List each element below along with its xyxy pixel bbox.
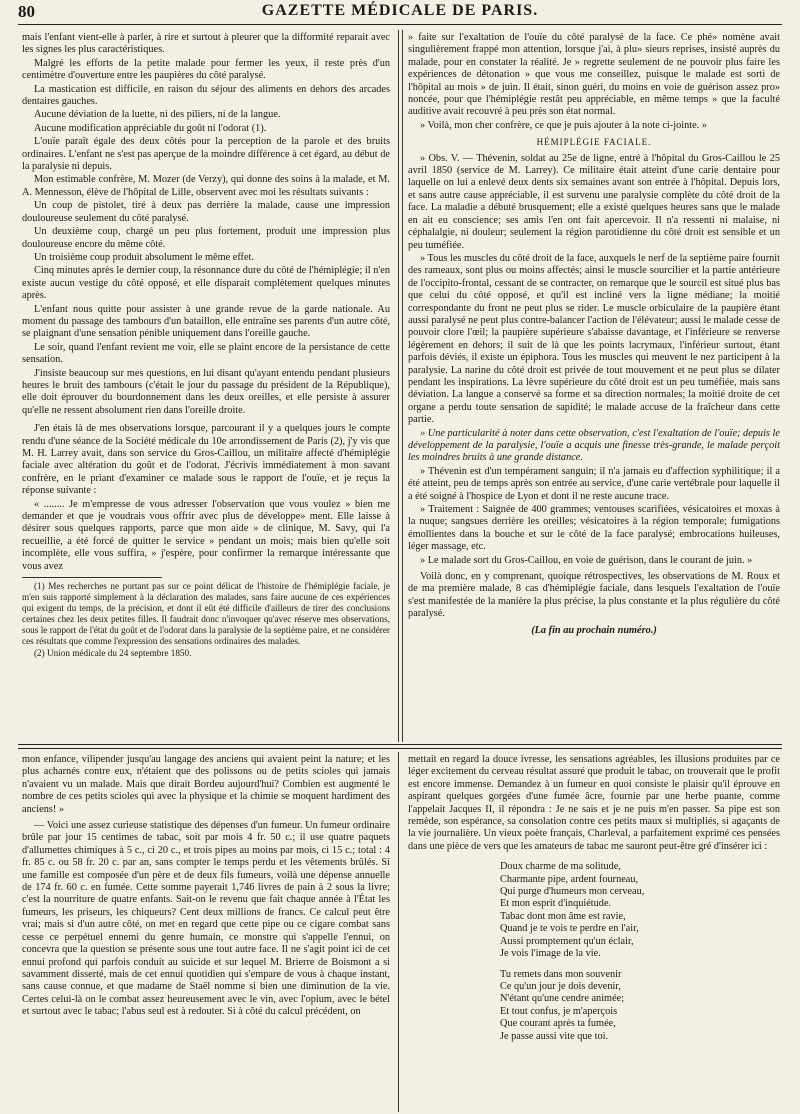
paragraph: — Voici une assez curieuse statistique des dépenses d'un fumeur. Un fumeur ordinaire brûle par jour 15 centimes de tabac, soit par mois 4 fr. 50 c.; il use quatre paquets d'allumettes chimiques à 5 c., ci 20 c., et trois pipes au moins par mois, ci 15 c.; total : 4 fr. 85 c. ou 58 fr. 20 c. par an, sans compter le temps perdu et les vêtements brûlés. Si une famille est composée d'un père et de deux fils fumeurs, voilà une dépense annuelle de 174 fr. 60 c. en fumée. Cette somme payerait 1,746 livres de pain à 2 sous la livre; c'est la nourriture de quatre enfants. Sait-on le revenu que fait chaque année à l'État les fumeurs, les priseurs, les chiqueurs? Cent deux millions de francs. Ce calcul peut être vrai; mais si d'un autre côté, on met en regard que cette pipe ou ce cigare combat sans cesse ce perpétuel ennemi du genre humain, ce monstre qui s'appelle l'ennui, on concevra que la question se présente sous une tout autre face. Il ne s'agit point ici de cet ennui profond qui parfois conduit au suicide et sur lequel M. Brierre de Boismont a si savamment disserté, mais de cet ennui quotidien qui s'empare de vous à chaque instant, sans cause connue, et que madame de Staël nomme si bien une diminution de la vie. Certes celui-là on le combat assez heureusement avec le vin, avec l'opium, avec le bétel et surtout avec le tabac; l'abus seul est à redouter. Si à côté du calcul précédent, on [22,820,390,1018]
paragraph: J'insiste beaucoup sur mes questions, en lui disant qu'ayant entendu pendant plusieurs heures le bruit des tambours (c'était le jour du passage du président de la République), elle doit éprouver du bourdonnement dans les deux oreilles, et elle persiste à assurer qu'elle ne ressent absolument rien dans l'oreille droite. [22,367,390,416]
poem-line: Tu remets dans mon souvenir [500,968,622,980]
paragraph: Aucune déviation de la luette, ni des piliers, ni de la langue. [34,109,281,121]
column-divider [398,752,399,1112]
poem-stanza [500,861,780,960]
column-divider [402,30,403,742]
poem-stanza [500,969,780,1043]
page-header [18,2,782,25]
paragraph: Aucune modification appréciable du goût ni l'odorat (1). [34,122,267,134]
poem-line: Et tout confus, je m'aperçois [500,1005,618,1017]
column-divider [398,30,399,742]
poem-line: Aussi promptement qu'un éclair, [500,935,634,947]
feuilleton-right-column [408,754,780,1110]
quoted-letter: « ........ Je m'empresse de vous adresser l'observation que vous voulez » bien me demander et que je voudrais vous offrir avec plus de développe» ment. Elle laisse à désirer sous quelques rapports, parce que mon aide » de clinique, M. Savy, qui l'a recueillie, a été forcé de quitter le service » pendant un mois; mais bien qu'elle soit incomplète, elle vous suffira, » j'espère, pour confirmer la remarque intéressante que vous avez [22,498,390,572]
paragraph: » Une particularité à noter dans cette observation, c'est l'exaltation de l'ouïe; depuis le développement de la paralysie, l'ouïe a acquis une finesse très-grande, le malade perçoit les moindres bruits à une grande distance. [408,427,780,464]
paragraph: » Thévenin est d'un tempérament sanguin; il n'a jamais eu d'affection syphilitique; il a été atteint, peu de temps après son entrée au service, d'une carie vertébrale pour laquelle il a été soigné à l'hospice de Lyon et dont il ne reste aucune trace. [408,465,780,502]
poem-line: Je passe aussi vite que toi. [500,1030,609,1042]
paragraph: Cinq minutes après le dernier coup, la résonnance dure du côté de l'hémiplégie; il n'en existe aucun vestige du côté opposé, et elle disparait complètement quelques minutes après. [22,265,390,302]
poem-line: Doux charme de ma solitude, [500,861,621,873]
footnote-divider [22,577,162,578]
poem-line: Tabac dont mon âme est ravie, [500,910,626,922]
poem-line: Que courant après ta fumée, [500,1018,616,1030]
paragraph: L'ouïe paraît égale des deux côtés pour la perception de la parole et des bruits ordinaires. L'enfant ne s'est pas aperçue de la moindre différence à cet égard, au début de la paralysie ni depuis. [22,136,390,173]
poem-line: Ce qu'un jour je dois devenir, [500,980,621,992]
paragraph: Un troisième coup produit absolument le même effet. [34,251,254,263]
poem-line: Et mon esprit d'inquiétude. [500,898,612,910]
poem-line: Charmante pipe, ardent fourneau, [500,873,639,885]
paragraph: J'en étais là de mes observations lorsque, parcourant il y a quelques jours le compte rendu d'une séance de la Société médicale du 10e arrondissement de Paris (2), j'y vis que M. H. Larrey avait, dans son service du Gros-Caillou, un militaire affecté d'hémiplégie faciale avec altération du goût et de l'odorat. J'écrivis immédiatement à mon savant confrère, en le priant d'examiner ce malade sous le rapport de l'ouïe, et je reçus la réponse suivante : [22,423,390,497]
paragraph: » Traitement : Saignée de 400 grammes; ventouses scarifiées, vésicatoires et moxas à la nuque; sangsues derrière les oreilles; vésicatoires à la région temporale; fumigations émollientes dans la bouche et sur le côté de la face paralysé; embrocations huileuses, léger massage, etc. [408,504,780,553]
quoted-letter: » faite sur l'exaltation de l'ouïe du côté paralysé de la face. Ce phé» nomène avait singulièrement frappé mon attention, lorsque j'ai, à plu» sieurs reprises, insisté auprès du malade, pour en constater la réalité. Je » regrette seulement de ne pouvoir plus faire les expériences de détonation » que vous me conseillez, puisque le malade est sorti de l'hôpital au mois » de juin. Il était, sinon guéri, du moins en voie de guérison assez pro» noncée, pour que l'hémiplégie restât peu appréciable, en même temps » que la faculté auditive avait recouvré à peu près son état normal. [408,32,780,118]
right-column [408,32,780,732]
section-title: HÉMIPLÉGIE FACIALE. [536,137,652,148]
poem-line: Quand je te vois te perdre en l'air, [500,923,639,935]
paragraph: Un coup de pistolet, tiré à deux pas derrière la malade, cause une impression douloureuse seulement du côté paralysé. [22,200,390,224]
paragraph: La mastication est difficile, en raison du séjour des aliments en dehors des arcades dentaires gauches. [22,83,390,108]
footnote: (1) Mes recherches ne portant pas sur ce point délicat de l'histoire de l'hémiplégie faciale, je m'en suis rapporté simplement à la déclaration des malades, sans faire aucune de ces expériences qui exigent du temps, de la précision, et dont il eût été difficile d'ailleurs de tirer des conclusions certaines chez les deux petites filles. Il faudrait donc n'invoquer qu'avec réserve mes observations, sous le rapport de l'état du goût et de l'odorat dans la paralysie de la septième paire, et ne considérer ces résultats que comme l'expression des sensations ordinaires des malades. [22,581,390,647]
poem-line: N'étant qu'une cendre animée; [500,993,625,1005]
page-number: 80 [18,2,35,21]
paragraph: mettait en regard la douce ivresse, les sensations agréables, les illusions produites par ce léger excitement du cerveau résultat assuré que produit le tabac, on trouverait que le profit est encore immense. Demandez à un fumeur en quoi consiste le plaisir qu'il éprouve en aspirant quelques gorgées d'une fumée âcre, fournie par une herbe puante, comme l'appelait Jacques II, il répondra : Je ne sais et je ne puis m'en passer. Sa pipe est son remède, son espérance, sa consolation contre ces petits maux si multipliés, si agaçants de la vie journalière. Un vieux poète français, Charleval, a parfaitement exprimé ces pensées dans une pièce de vers que les amateurs de tabac me sauront peut-être gré d'insérer ici : [408,754,780,852]
paragraph: L'enfant nous quitte pour assister à une grande revue de la garde nationale. Au moment du passage des tambours d'un bataillon, elle entraîne ses parents d'un autre côté, se plaignant d'une sensation pénible uniquement dans l'oreille gauche. [22,303,390,340]
paragraph: Un deuxième coup, chargé un peu plus fortement, produit une impression plus douloureuse encore du même côté. [22,226,390,250]
poem-line: Qui purge d'humeurs mon cerveau, [500,886,645,898]
paragraph: » Tous les muscles du côté droit de la face, auxquels le nerf de la septième paire fournit des rameaux, sont plus ou moins affectés; ainsi le muscle sourcilier et la partie antérieure de l'occipito-frontal, cessant de se contracter, on remarque que le sourcil est situé plus bas que celui du côté opposé, et qu'il est incliné vers la ligne médiane; la moitié correspondante du front ne peut plus se rider. Le muscle orbiculaire de la paupière étant aussi paralysé ne peut plus contre-balancer l'action de l'élévateur; aussi le malade cesse de pouvoir clore l'œil; la paupière supérieure s'abaisse davantage, et l'inférieure se renverse légèrement en dehors; il suit de là que les points lacrymaux, l'inférieur surtout, étant parfois déviés, il existe un épiphora. Tous les muscles qui meuvent le nez participent à la paralysie. La narine du côté droit est privée de tout mouvement et ne peut plus se dilater pendant les inspirations. La lèvre supérieure du côté droit est un peu tuméfiée, mais sans déviation. La langue a conservé sa forme et sa direction normales; la moitié droite de cet organe a perdu toute sensation de sapidité; le malade accuse de la fraîcheur dans cette partie. [408,252,780,426]
poem-line: Je vois l'image de la vie. [500,948,601,960]
paragraph: » Le malade sort du Gros-Caillou, en voie de guérison, dans le courant de juin. » [420,554,753,566]
footnote: (2) Union médicale du 24 septembre 1850. [34,648,192,659]
paragraph: » Voilà, mon cher confrère, ce que je puis ajouter à la note ci-jointe. » [420,119,707,131]
paragraph: Malgré les efforts de la petite malade pour fermer les yeux, il reste près d'un centimètre d'ouverture entre les paupières du côté paralysé. [22,57,390,82]
journal-title: GAZETTE MÉDICALE DE PARIS. [261,2,539,19]
paragraph: Voilà donc, en y comprenant, quoique rétrospectives, les observations de M. Roux et de ma première malade, 8 cas d'hémiplégie faciale, dans lesquels l'exaltation de l'ouïe s'est manifestée de la manière la plus précise, la plus constante et la plus régulière du côté paralysé. [408,571,780,620]
feuilleton-divider [18,744,782,745]
continuation-note: (La fin au prochain numéro.) [531,624,657,636]
left-column [22,32,390,732]
poem [500,861,780,1043]
feuilleton-left-column [22,754,390,1110]
paragraph: Mon estimable confrère, M. Mozer (de Verzy), qui donne des soins à la malade, et M. A. Mennesson, élève de l'hôpital de Lille, observent avec moi les résultats suivants : [22,174,390,198]
paragraph: mais l'enfant vient-elle à parler, à rire et surtout à pleurer que la difformité reparait avec les signes les plus caractéristiques. [22,32,390,56]
paragraph: Le soir, quand l'enfant revient me voir, elle se plaint encore de la persistance de cette sensation. [22,341,390,366]
paragraph: » Obs. V. — Thévenin, soldat au 25e de ligne, entré à l'hôpital du Gros-Caillou le 25 avril 1850 (service de M. Larrey). Ce militaire était atteint d'une carie dentaire pour laquelle on lui a enlevé deux dents six semaines avant son entrée à l'hôpital. Depuis lors, et sans autre cause appréciable, il est survenu une paralysie complète du côté droit de la face. La maladie a débuté brusquement; elle a existé quelques heures sans que le malade en ait eu conscience; ses amis l'en ont fait apercevoir. Il n'a ressenti ni malaise, ni céphalalgie, ni douleur; seulement la région parotidienne du côté droit est sensible et un peu tuméfiée. [408,152,780,251]
feuilleton-divider [18,748,782,749]
paragraph: mon enfance, vilipender jusqu'au langage des anciens qui avaient peint la nature; et les plus acharnés contre eux, n'étaient que des polissons ou de petits scioles qui jamais n'avaient vu un malade. Mais que dirait Bordeu aujourd'hui? Combien est augmenté le nombre de ces petits scioles qui avec la physique et la chimie se moquent hardiment des anciens! » [22,754,390,815]
